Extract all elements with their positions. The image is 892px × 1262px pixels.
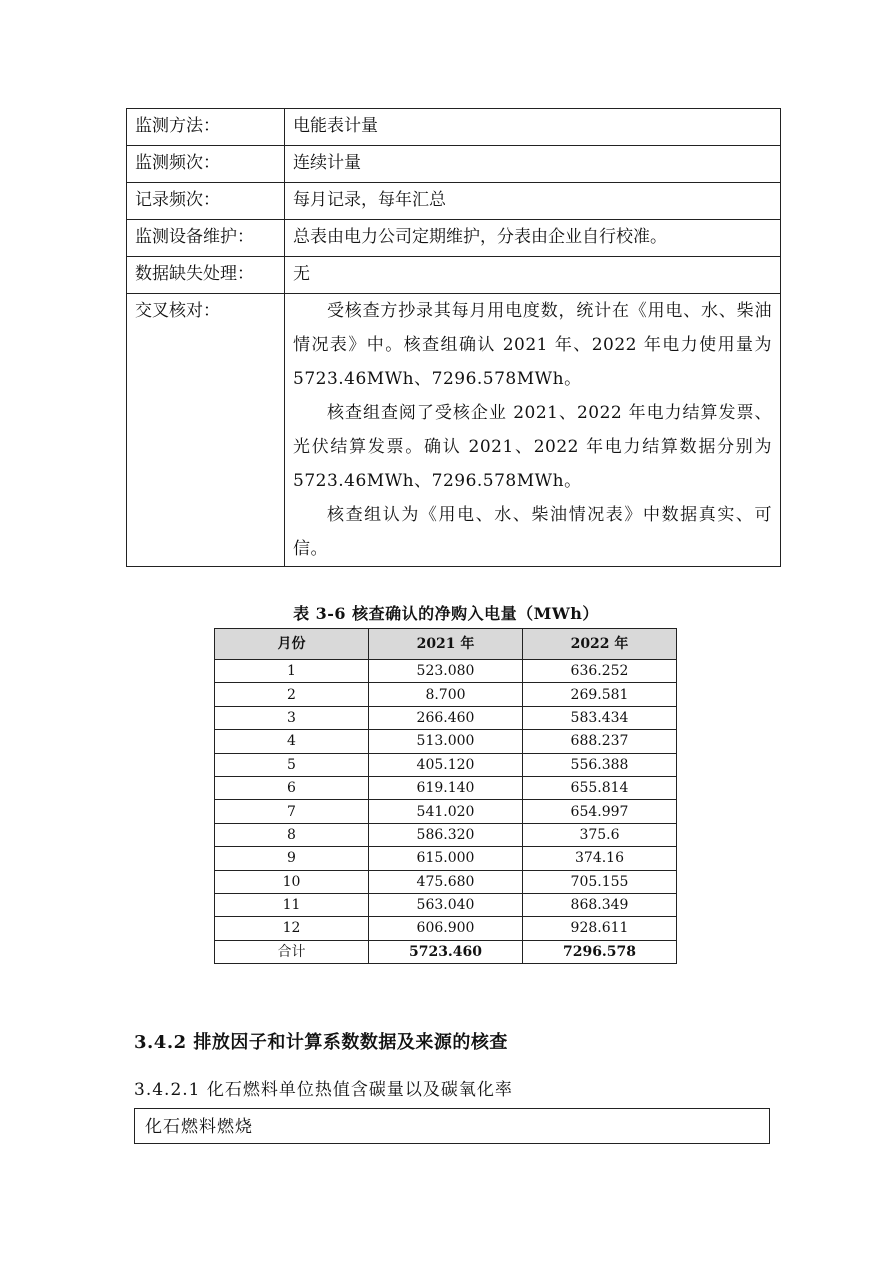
month-cell: 12 <box>215 917 369 940</box>
value-cell: 654.997 <box>523 800 677 823</box>
table-row <box>215 917 677 940</box>
table-row <box>215 893 677 916</box>
value-cell: 606.900 <box>369 917 523 940</box>
value-cell: 475.680 <box>369 870 523 893</box>
value-cell: 586.320 <box>369 823 523 846</box>
month-cell: 10 <box>215 870 369 893</box>
table-row <box>215 870 677 893</box>
month-cell: 5 <box>215 753 369 776</box>
info-label: 监测设备维护： <box>127 220 285 257</box>
value-cell: 615.000 <box>369 847 523 870</box>
info-row-cross-check <box>127 294 781 567</box>
value-cell: 556.388 <box>523 753 677 776</box>
month-cell: 4 <box>215 730 369 753</box>
paragraph: 核查组认为《用电、水、柴油情况表》中数据真实、可信。 <box>293 505 772 559</box>
table-row <box>215 730 677 753</box>
value-cell: 266.460 <box>369 706 523 729</box>
table-row <box>215 753 677 776</box>
table-row <box>215 847 677 870</box>
table-header-row <box>215 629 677 660</box>
month-cell: 3 <box>215 706 369 729</box>
info-label: 记录频次： <box>127 183 285 220</box>
info-value: 无 <box>285 257 781 294</box>
value-cell: 705.155 <box>523 870 677 893</box>
value-cell: 405.120 <box>369 753 523 776</box>
value-cell: 8.700 <box>369 683 523 706</box>
info-value: 电能表计量 <box>285 109 781 146</box>
value-cell: 636.252 <box>523 660 677 683</box>
info-label: 交叉核对： <box>127 294 285 567</box>
value-cell: 513.000 <box>369 730 523 753</box>
info-value: 总表由电力公司定期维护，分表由企业自行校准。 <box>285 220 781 257</box>
month-cell: 8 <box>215 823 369 846</box>
table-row <box>215 683 677 706</box>
section-heading: 3.4.2 排放因子和计算系数数据及来源的核查 <box>134 1032 508 1053</box>
month-cell: 2 <box>215 683 369 706</box>
table-total-row <box>215 940 677 963</box>
value-cell: 655.814 <box>523 776 677 799</box>
month-cell: 1 <box>215 660 369 683</box>
value-cell: 523.080 <box>369 660 523 683</box>
table-row <box>215 800 677 823</box>
paragraph: 受核查方抄录其每月用电度数，统计在《用电、水、柴油情况表》中。核查组确认 2021 年、2022 年电力使用量为 5723.46MWh、7296.578MWh。 <box>293 301 772 389</box>
total-value: 7296.578 <box>523 940 677 963</box>
value-cell: 583.434 <box>523 706 677 729</box>
value-cell: 868.349 <box>523 893 677 916</box>
value-cell: 541.020 <box>369 800 523 823</box>
info-label: 数据缺失处理： <box>127 257 285 294</box>
info-row-method <box>127 109 781 146</box>
value-cell: 374.16 <box>523 847 677 870</box>
sub-heading: 3.4.2.1 化石燃料单位热值含碳量以及碳氧化率 <box>134 1080 513 1100</box>
info-row-maintenance <box>127 220 781 257</box>
column-header: 月份 <box>215 629 369 660</box>
cross-check-text <box>285 294 781 567</box>
value-cell: 688.237 <box>523 730 677 753</box>
table-caption: 表 3-6 核查确认的净购入电量（MWh） <box>293 604 599 623</box>
month-cell: 7 <box>215 800 369 823</box>
month-cell: 9 <box>215 847 369 870</box>
info-value: 每月记录，每年汇总 <box>285 183 781 220</box>
info-row-frequency <box>127 146 781 183</box>
month-cell: 6 <box>215 776 369 799</box>
monitoring-info-table <box>126 108 781 567</box>
table-row <box>215 706 677 729</box>
column-header: 2022 年 <box>523 629 677 660</box>
table-row <box>215 823 677 846</box>
paragraph: 核查组查阅了受核企业 2021、2022 年电力结算发票、光伏结算发票。确认 2021、2022 年电力结算数据分别为 5723.46MWh、7296.578MWh。 <box>293 403 772 491</box>
info-row-missing-data <box>127 257 781 294</box>
info-row-record <box>127 183 781 220</box>
value-cell: 563.040 <box>369 893 523 916</box>
fuel-combustion-box: 化石燃料燃烧 <box>134 1108 770 1144</box>
column-header: 2021 年 <box>369 629 523 660</box>
info-value: 连续计量 <box>285 146 781 183</box>
info-label: 监测频次： <box>127 146 285 183</box>
value-cell: 375.6 <box>523 823 677 846</box>
total-value: 5723.460 <box>369 940 523 963</box>
electricity-table <box>214 628 677 964</box>
total-label: 合计 <box>215 940 369 963</box>
info-label: 监测方法： <box>127 109 285 146</box>
table-row <box>215 660 677 683</box>
value-cell: 928.611 <box>523 917 677 940</box>
value-cell: 269.581 <box>523 683 677 706</box>
value-cell: 619.140 <box>369 776 523 799</box>
table-row <box>215 776 677 799</box>
month-cell: 11 <box>215 893 369 916</box>
